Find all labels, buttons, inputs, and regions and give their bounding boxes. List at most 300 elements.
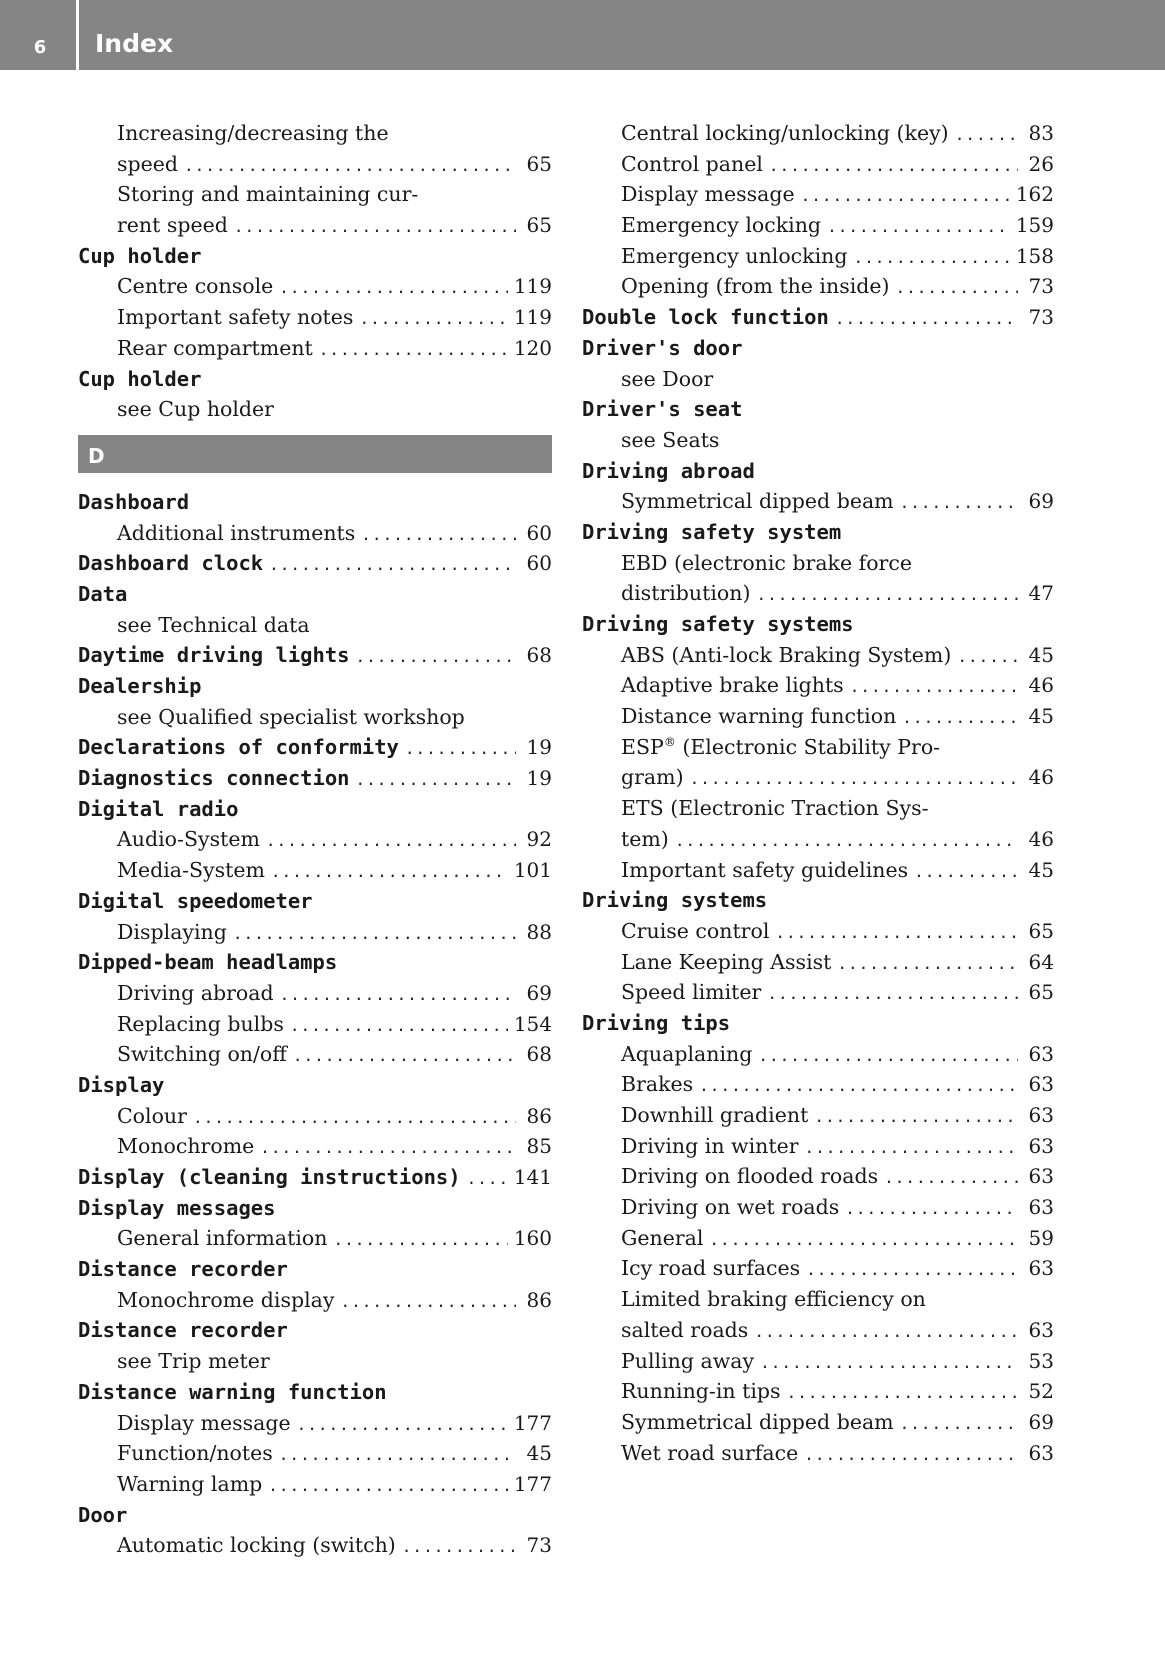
page-reference: 65: [526, 151, 552, 176]
page-reference: 68: [526, 643, 552, 668]
index-subentry: [582, 701, 1054, 732]
index-term: see Seats: [621, 427, 720, 452]
index-term: Opening (from the inside): [621, 274, 890, 299]
index-term: Dashboard clock: [78, 551, 264, 576]
index-term: Monochrome display: [117, 1287, 335, 1312]
dot-leader: [814, 1102, 1018, 1133]
index-subentry: [78, 610, 552, 641]
index-term: Central locking/unlocking (key): [621, 121, 949, 145]
page-reference: 63: [1028, 1440, 1054, 1465]
dot-leader: [193, 1103, 516, 1134]
index-term: Driving systems: [582, 888, 768, 913]
index-term: Cup holder: [78, 243, 202, 268]
dot-leader: [835, 304, 1018, 335]
index-subentry: [78, 1530, 552, 1561]
dot-leader: [957, 642, 1018, 673]
index-subentry: [582, 241, 1054, 272]
index-term: Driving abroad: [117, 980, 274, 1005]
dot-leader: [333, 1225, 507, 1256]
dot-leader: [271, 857, 508, 888]
index-subentry: [582, 1253, 1054, 1284]
dot-leader: [754, 1317, 1018, 1348]
dot-leader: [805, 1133, 1018, 1164]
index-heading: [78, 1193, 552, 1224]
index-term: Driving tips: [582, 1010, 731, 1035]
dot-leader: [896, 273, 1018, 304]
index-heading: [78, 640, 552, 671]
page-reference: 154: [513, 1011, 552, 1036]
index-term: Distance recorder: [78, 1257, 288, 1282]
page-reference: 92: [526, 827, 552, 852]
dot-leader: [405, 734, 516, 765]
page-reference: 19: [526, 735, 552, 760]
index-term: Display message: [117, 1410, 291, 1435]
index-subentry: [582, 1315, 1054, 1346]
index-subentry: [78, 702, 552, 733]
index-heading: [78, 1254, 552, 1285]
dot-leader: [356, 765, 516, 796]
page-reference: 159: [1015, 213, 1054, 238]
page-reference: 63: [1028, 1256, 1054, 1281]
dot-leader: [280, 980, 516, 1011]
index-column-right: [582, 118, 1054, 1468]
page-number: 6: [33, 37, 47, 58]
index-term: Important safety notes: [117, 305, 354, 330]
page-reference: 73: [1028, 274, 1054, 299]
page-reference: 101: [513, 858, 552, 883]
index-term: see Trip meter: [117, 1349, 270, 1374]
dot-leader: [758, 1041, 1018, 1072]
page-reference: 85: [526, 1134, 552, 1159]
page-reference: 63: [1028, 1195, 1054, 1220]
index-subentry: [582, 271, 1054, 302]
index-term: see Cup holder: [117, 397, 274, 422]
index-column-left: [78, 118, 552, 1561]
dot-leader: [359, 304, 507, 335]
index-subentry: [78, 1009, 552, 1040]
page-reference: 45: [1028, 704, 1054, 729]
index-heading: [78, 579, 552, 610]
page-reference: 88: [526, 919, 552, 944]
index-subentry: [78, 1438, 552, 1469]
page-reference: 119: [513, 305, 552, 330]
page-reference: 63: [1028, 1072, 1054, 1097]
page-reference: 65: [526, 213, 552, 238]
page-reference: 59: [1028, 1225, 1054, 1250]
dot-leader: [356, 642, 516, 673]
index-subentry: [582, 1407, 1054, 1438]
index-term: Distance warning function: [621, 704, 897, 729]
section-title: Index: [95, 29, 174, 58]
dot-leader: [827, 212, 1010, 243]
index-term: Running-in tips: [621, 1379, 781, 1404]
index-term: Display message: [621, 182, 795, 207]
index-heading: [78, 1315, 552, 1346]
dot-leader: [900, 488, 1018, 519]
index-heading: [78, 947, 552, 978]
index-subentry: [78, 1285, 552, 1316]
index-heading: [78, 1500, 552, 1531]
index-subentry: [78, 1131, 552, 1162]
page-reference: 73: [1028, 305, 1054, 330]
index-term: Daytime driving lights: [78, 643, 350, 668]
index-term: Audio-System: [117, 827, 260, 852]
page-reference: 83: [1028, 121, 1054, 145]
index-subentry: [582, 640, 1054, 671]
index-subentry: [78, 917, 552, 948]
index-heading: [78, 1162, 552, 1193]
index-term: EBD (electronic brake force: [621, 550, 912, 575]
index-heading: [582, 885, 1054, 916]
index-subentry: [582, 947, 1054, 978]
index-subentry: [582, 916, 1054, 947]
page-reference: 177: [513, 1471, 552, 1496]
dot-leader: [319, 335, 508, 366]
index-term: Pulling away: [621, 1348, 755, 1373]
index-subentry: [582, 1100, 1054, 1131]
page-reference: 86: [526, 1103, 552, 1128]
index-subentry: [582, 364, 1054, 395]
index-subentry: [582, 179, 1054, 210]
index-term: Distance warning function: [78, 1379, 387, 1404]
dot-leader: [279, 273, 508, 304]
index-term: Double lock function: [582, 305, 829, 330]
index-term: Switching on/off: [117, 1042, 287, 1067]
index-term: Door: [78, 1502, 128, 1527]
index-term: see Qualified specialist workshop: [117, 704, 465, 729]
index-heading: [78, 671, 552, 702]
index-term: distribution): [621, 581, 751, 606]
dot-leader: [760, 1348, 1018, 1379]
index-heading: [582, 456, 1054, 487]
index-heading: [582, 1008, 1054, 1039]
page-reference: 177: [513, 1410, 552, 1435]
dot-leader: [268, 1471, 508, 1502]
index-term: General: [621, 1225, 704, 1250]
index-term: Additional instruments: [117, 520, 356, 545]
index-subentry: [78, 1223, 552, 1254]
index-subentry: [582, 1161, 1054, 1192]
dot-leader: [884, 1163, 1018, 1194]
index-subentry: [582, 210, 1054, 241]
page-reference: 52: [1028, 1379, 1054, 1404]
dot-leader: [837, 949, 1018, 980]
index-subentry: [582, 548, 1054, 579]
index-term: Display messages: [78, 1195, 276, 1220]
index-term: Symmetrical dipped beam: [621, 489, 894, 514]
page-reference: 120: [513, 335, 552, 360]
page-reference: 19: [526, 766, 552, 791]
page-reference: 47: [1028, 581, 1054, 606]
index-heading: [78, 548, 552, 579]
index-term: Digital speedometer: [78, 888, 313, 913]
dot-leader: [787, 1378, 1018, 1409]
dot-leader: [266, 826, 516, 857]
index-subentry: [582, 149, 1054, 180]
index-subentry: [582, 732, 1054, 763]
index-subentry: [78, 855, 552, 886]
dot-leader: [775, 918, 1018, 949]
index-subentry: [78, 271, 552, 302]
page-reference: 69: [1028, 1409, 1054, 1434]
index-term: Driver's seat: [582, 397, 743, 422]
index-term: Warning lamp: [117, 1471, 263, 1496]
index-term: Display (cleaning instructions): [78, 1165, 461, 1189]
index-term: Emergency locking: [621, 213, 822, 238]
header-divider: [76, 0, 79, 70]
page-reference: 26: [1028, 151, 1054, 176]
index-term: tem): [621, 826, 669, 851]
index-term: Wet road surface: [621, 1440, 799, 1465]
dot-leader: [233, 919, 516, 950]
index-term: Replacing bulbs: [117, 1011, 284, 1036]
index-term: Dipped-beam headlamps: [78, 950, 338, 975]
page-reference: 69: [526, 980, 552, 1005]
index-term: Colour: [117, 1103, 187, 1128]
index-term: Data: [78, 581, 128, 606]
dot-leader: [853, 243, 1009, 274]
index-subentry: [582, 1039, 1054, 1070]
index-subentry: [582, 670, 1054, 701]
page-reference: 63: [1028, 1041, 1054, 1066]
dot-leader: [767, 979, 1018, 1010]
index-term: Digital radio: [78, 796, 239, 821]
index-term: Diagnostics connection: [78, 766, 350, 791]
page-reference: 160: [513, 1226, 552, 1251]
index-term: Driving in winter: [621, 1133, 799, 1158]
index-term: Lane Keeping Assist: [621, 949, 832, 974]
index-subentry: [78, 179, 552, 210]
index-term: Storing and maintaining cur-: [117, 182, 419, 207]
index-heading: [78, 763, 552, 794]
dot-leader: [269, 550, 516, 581]
index-subentry: [78, 1101, 552, 1132]
page-reference: 60: [526, 520, 552, 545]
index-term: Driver's door: [582, 335, 743, 360]
index-subentry: [582, 1438, 1054, 1469]
page-reference: 158: [1015, 243, 1054, 268]
page-reference: 69: [1028, 489, 1054, 514]
page-reference: 73: [526, 1533, 552, 1558]
index-term-part: (Electronic Stability Pro-: [675, 734, 941, 759]
page-reference: 45: [1028, 857, 1054, 882]
registered-mark: ®: [663, 734, 676, 749]
index-subentry: [582, 425, 1054, 456]
index-term: see Technical data: [117, 612, 310, 637]
index-term: Adaptive brake lights: [621, 673, 844, 698]
index-term: Cruise control: [621, 918, 770, 943]
index-term: Driving safety system: [582, 519, 842, 544]
dot-leader: [709, 1225, 1018, 1256]
index-term: Displaying: [117, 919, 227, 944]
dot-leader: [900, 1409, 1018, 1440]
page-reference: 63: [1028, 1317, 1054, 1342]
index-subentry: [582, 762, 1054, 793]
page-reference: 63: [1028, 1164, 1054, 1189]
index-term: Aquaplaning: [621, 1041, 753, 1066]
dot-leader: [260, 1133, 516, 1164]
dot-leader: [290, 1011, 508, 1042]
index-term: salted roads: [621, 1317, 749, 1342]
dot-leader: [769, 151, 1018, 182]
page-header: [0, 0, 1165, 70]
index-heading: [78, 241, 552, 272]
index-heading: [78, 1070, 552, 1101]
index-subentry: [582, 855, 1054, 886]
index-heading: [582, 302, 1054, 333]
dot-leader: [279, 1440, 516, 1471]
index-subentry: [78, 1346, 552, 1377]
index-subentry: [582, 1069, 1054, 1100]
index-term: Driving on wet roads: [621, 1195, 840, 1220]
index-heading: [78, 487, 552, 518]
index-subentry: [582, 118, 1054, 149]
index-heading: [78, 1377, 552, 1408]
index-term: Automatic locking (switch): [117, 1533, 396, 1558]
index-term: Monochrome: [117, 1134, 255, 1159]
index-term: Dealership: [78, 674, 202, 698]
index-term: Driving on flooded roads: [621, 1164, 879, 1189]
index-subentry: [582, 1376, 1054, 1407]
index-term: Cup holder: [78, 366, 202, 391]
index-heading: [582, 517, 1054, 548]
index-subentry: [78, 394, 552, 425]
index-subentry: [582, 1192, 1054, 1223]
dot-leader: [806, 1255, 1018, 1286]
index-heading: [582, 394, 1054, 425]
index-term: Increasing/decreasing the: [117, 121, 389, 145]
index-term: Speed limiter: [621, 980, 762, 1005]
index-term: Display: [78, 1072, 165, 1097]
dot-leader: [340, 1287, 516, 1318]
index-heading: [78, 732, 552, 763]
index-heading: [78, 794, 552, 825]
dot-leader: [293, 1041, 516, 1072]
dot-leader: [297, 1410, 508, 1441]
index-term: Driving abroad: [582, 458, 755, 483]
index-term: speed: [117, 151, 179, 176]
dot-leader: [801, 181, 1010, 212]
section-letter-bar: D: [78, 435, 552, 473]
index-heading: [78, 886, 552, 917]
index-term: Centre console: [117, 274, 274, 299]
dot-leader: [675, 826, 1018, 857]
index-term-part: ESP: [621, 734, 664, 759]
page-reference: 46: [1028, 673, 1054, 698]
page-reference: 46: [1028, 826, 1054, 851]
index-subentry: [582, 486, 1054, 517]
index-subentry: [78, 1469, 552, 1500]
index-subentry: [582, 578, 1054, 609]
dot-leader: [361, 520, 516, 551]
index-term: Function/notes: [117, 1441, 273, 1466]
page-reference: 68: [526, 1042, 552, 1067]
index-term: General information: [117, 1226, 328, 1251]
index-subentry: [582, 977, 1054, 1008]
index-subentry: [582, 1131, 1054, 1162]
index-term: [621, 732, 940, 763]
index-term: ABS (Anti-lock Braking System): [621, 642, 952, 667]
dot-leader: [402, 1532, 516, 1563]
dot-leader: [234, 212, 516, 243]
index-subentry: [582, 824, 1054, 855]
index-term: Driving safety systems: [582, 612, 854, 636]
dot-leader: [804, 1440, 1018, 1471]
index-term: gram): [621, 765, 684, 790]
index-term: Distance recorder: [78, 1318, 288, 1343]
index-subentry: [78, 149, 552, 180]
index-subentry: [582, 793, 1054, 824]
index-subentry: [78, 210, 552, 241]
index-term: ETS (Electronic Traction Sys-: [621, 796, 929, 821]
index-subentry: [78, 333, 552, 364]
index-term: Control panel: [621, 151, 763, 176]
dot-leader: [955, 120, 1018, 151]
page-reference: 46: [1028, 765, 1054, 790]
index-subentry: [582, 1284, 1054, 1315]
page-reference: 63: [1028, 1133, 1054, 1158]
index-subentry: [582, 1223, 1054, 1254]
index-term: Dashboard: [78, 489, 190, 514]
dot-leader: [756, 580, 1018, 611]
dot-leader: [914, 857, 1018, 888]
index-subentry: [78, 302, 552, 333]
index-term: Symmetrical dipped beam: [621, 1409, 894, 1434]
index-subentry: [78, 978, 552, 1009]
index-term: Emergency unlocking: [621, 243, 848, 268]
page-reference: 64: [1028, 949, 1054, 974]
index-term: Downhill gradient: [621, 1103, 809, 1127]
index-term: Declarations of conformity: [78, 735, 399, 760]
index-subentry: [78, 1408, 552, 1439]
dot-leader: [902, 703, 1018, 734]
page-reference: 119: [513, 274, 552, 299]
index-heading: [78, 364, 552, 395]
dot-leader: [467, 1164, 508, 1195]
page-reference: 141: [513, 1165, 552, 1189]
index-term: Limited braking efficiency on: [621, 1287, 926, 1312]
index-term: Media-System: [117, 858, 265, 883]
index-subentry: [78, 1039, 552, 1070]
index-term: rent speed: [117, 213, 228, 238]
page-reference: 162: [1015, 182, 1054, 207]
index-subentry: [78, 118, 552, 149]
index-subentry: [582, 1346, 1054, 1377]
index-term: Icy road surfaces: [621, 1256, 801, 1281]
page-reference: 86: [526, 1287, 552, 1312]
index-term: Important safety guidelines: [621, 857, 909, 882]
dot-leader: [690, 764, 1018, 795]
index-heading: [582, 609, 1054, 640]
index-term: Rear compartment: [117, 335, 313, 360]
index-term: Brakes: [621, 1072, 694, 1097]
page-reference: 63: [1028, 1103, 1054, 1127]
index-heading: [582, 333, 1054, 364]
page-reference: 60: [526, 551, 552, 576]
page-reference: 45: [526, 1441, 552, 1466]
index-term: see Door: [621, 366, 714, 391]
index-subentry: [78, 824, 552, 855]
page-reference: 45: [1028, 642, 1054, 667]
page-reference: 65: [1028, 918, 1054, 943]
page-reference: 53: [1028, 1348, 1054, 1373]
dot-leader: [699, 1071, 1018, 1102]
dot-leader: [845, 1194, 1018, 1225]
dot-leader: [850, 672, 1018, 703]
dot-leader: [184, 151, 516, 182]
index-subentry: [78, 518, 552, 549]
page-reference: 65: [1028, 980, 1054, 1005]
